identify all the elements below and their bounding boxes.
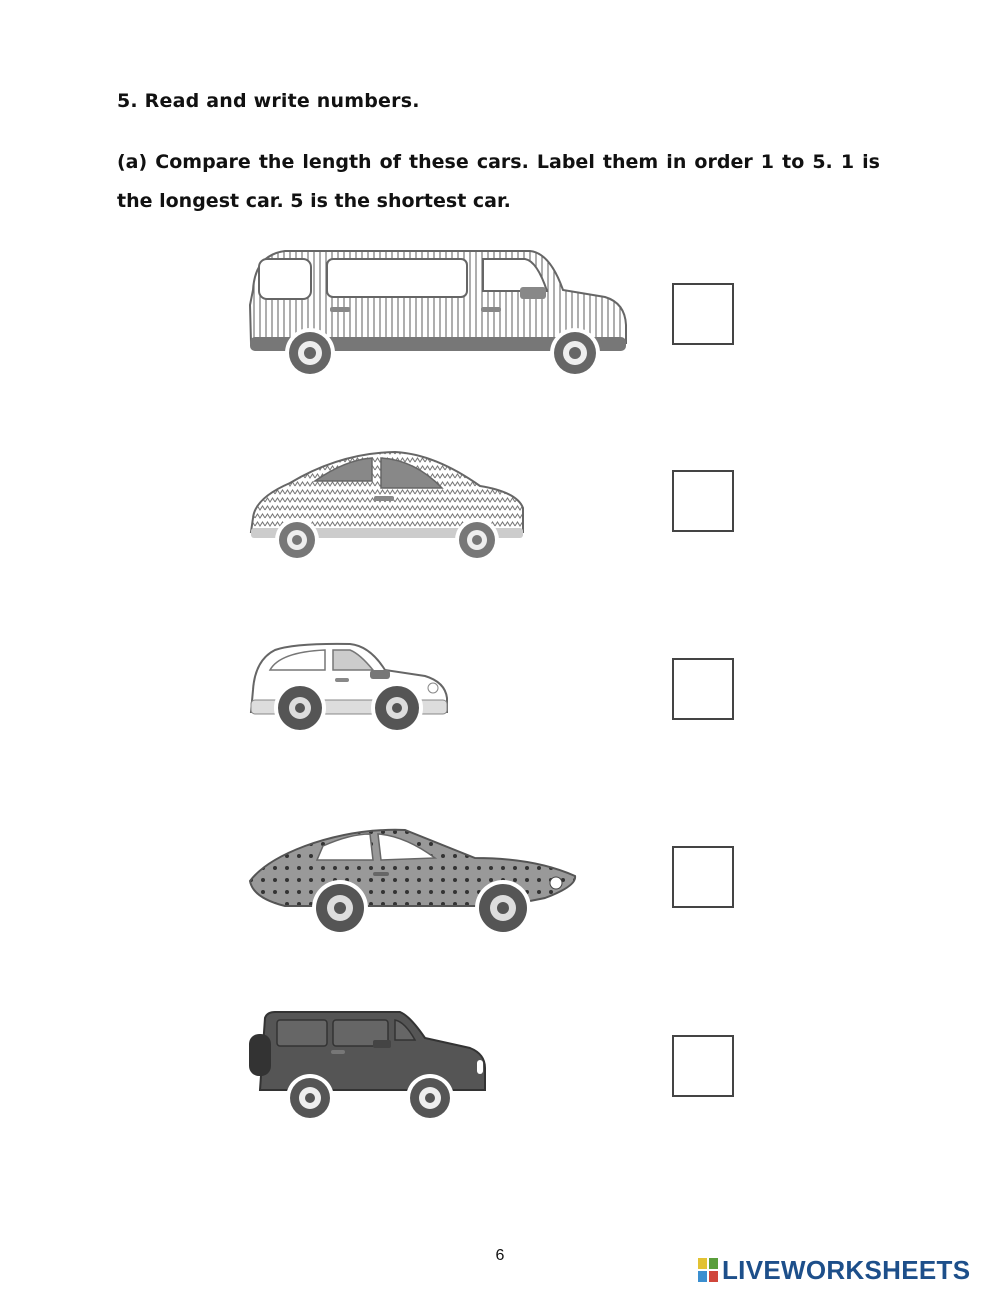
- spotted-sports-car-image: [245, 826, 585, 941]
- zigzag-coupe-image: [245, 448, 530, 563]
- page-number: 6: [495, 1247, 505, 1264]
- question-number: 5: [117, 90, 131, 112]
- jeep-image: [245, 1008, 490, 1123]
- answer-box-2[interactable]: [672, 470, 734, 532]
- answer-box-5[interactable]: [672, 1035, 734, 1097]
- question-instruction: (a) Compare the length of these cars. Label them in order 1 to 5. 1 is the longest car. 5 is the shortest car.: [117, 151, 880, 212]
- answer-box-3[interactable]: [672, 658, 734, 720]
- liveworksheets-brand: [697, 1254, 970, 1286]
- question-title: . Read and write numbers.: [130, 90, 420, 112]
- hatchback-image: [245, 640, 455, 740]
- brand-name: LIVEWORKSHEETS: [722, 1254, 971, 1285]
- question-heading: [117, 90, 420, 112]
- answer-box-4[interactable]: [672, 846, 734, 908]
- liveworksheets-logo-icon: [697, 1257, 719, 1283]
- limousine-image: [245, 245, 630, 380]
- answer-box-1[interactable]: [672, 283, 734, 345]
